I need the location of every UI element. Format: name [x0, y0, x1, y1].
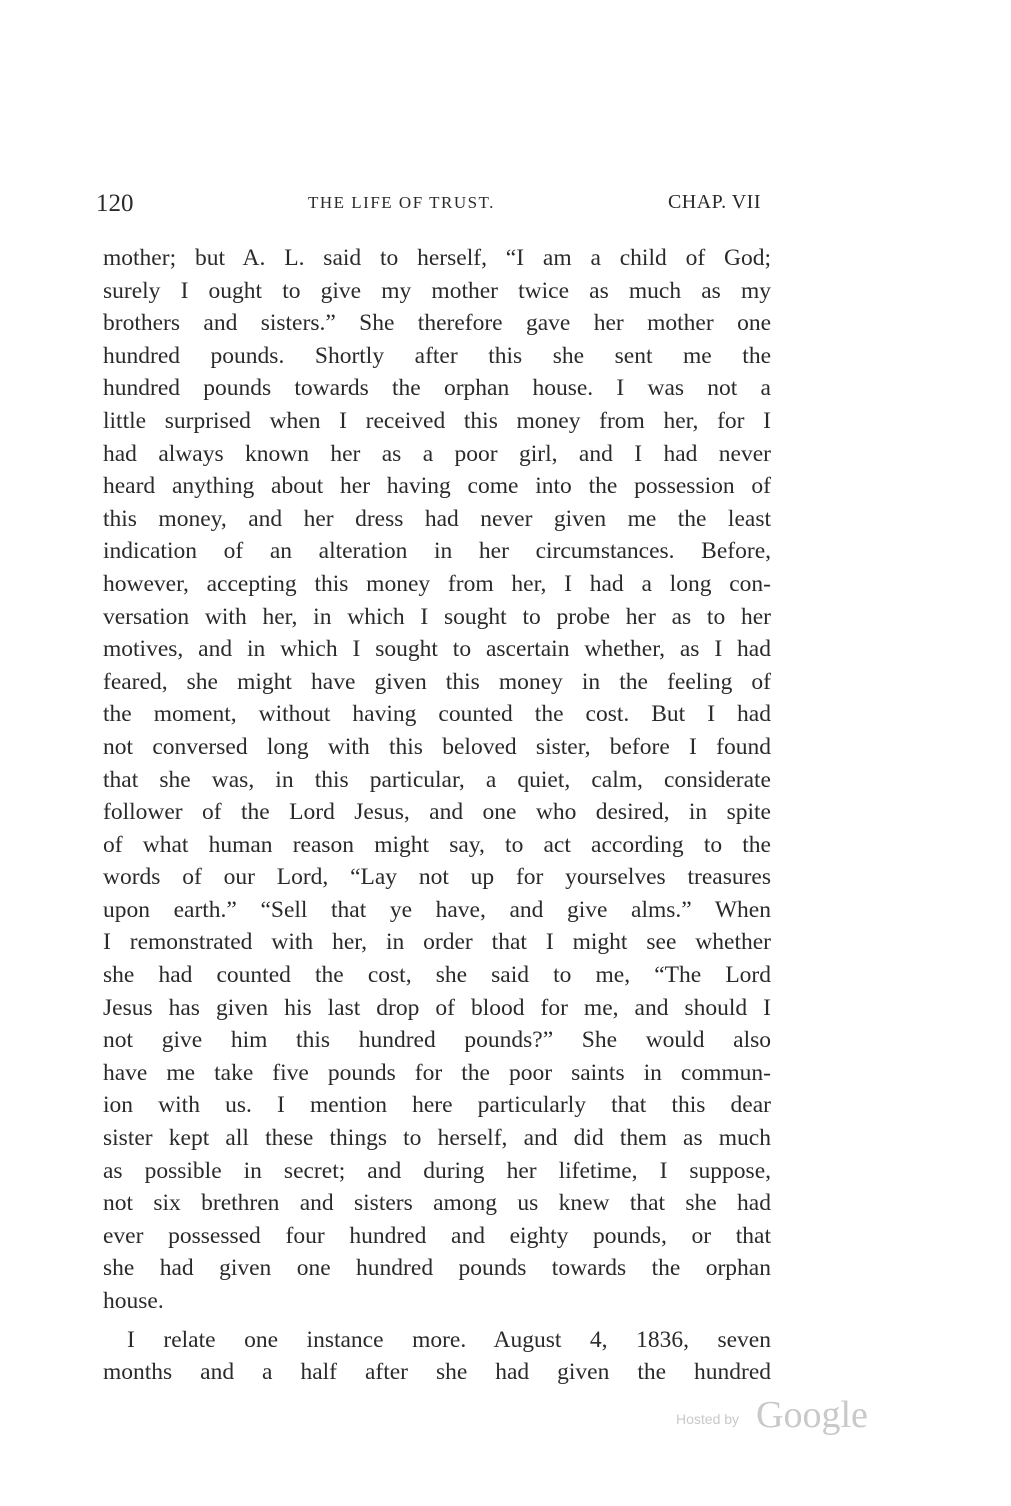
text-line: as possible in secret; and during her lifetime, I suppose,: [103, 1157, 771, 1184]
running-head: [96, 190, 761, 224]
page-number: 120: [96, 190, 134, 217]
chapter-label: CHAP. VII: [667, 191, 761, 213]
text-line: she had counted the cost, she said to me, “The Lord: [103, 962, 771, 989]
running-title: THE LIFE OF TRUST.: [308, 193, 495, 212]
text-line: indication of an alteration in her circumstances. Before,: [103, 538, 771, 565]
text-line: I remonstrated with her, in order that I might see whether: [103, 929, 771, 956]
text-line: I relate one instance more. August 4, 1836, seven: [127, 1326, 771, 1353]
text-line: the moment, without having counted the cost. But I had: [103, 701, 771, 728]
text-line: have me take five pounds for the poor saints in commun-: [103, 1059, 771, 1086]
text-line: that she was, in this particular, a quiet, calm, considerate: [103, 766, 771, 793]
text-line: of what human reason might say, to act according to the: [103, 831, 771, 858]
text-line: mother; but A. L. said to herself, “I am a child of God;: [103, 245, 771, 271]
text-line: not conversed long with this beloved sister, before I found: [103, 733, 771, 760]
text-line: Jesus has given his last drop of blood for me, and should I: [103, 994, 771, 1021]
text-line: motives, and in which I sought to ascertain whether, as I had: [103, 636, 771, 663]
text-line: ever possessed four hundred and eighty pounds, or that: [103, 1222, 771, 1249]
body-text: [103, 242, 771, 1389]
text-line: sister kept all these things to herself, and did them as much: [103, 1125, 771, 1152]
text-line: months and a half after she had given the hundred: [103, 1359, 771, 1386]
text-line: had always known her as a poor girl, and I had never: [103, 440, 771, 467]
text-line: she had given one hundred pounds towards the orphan: [103, 1255, 771, 1282]
text-line: little surprised when I received this money from her, for I: [103, 407, 771, 434]
text-line: hundred pounds. Shortly after this she sent me the: [103, 342, 771, 369]
watermark-small-text: Hosted by: [676, 1411, 740, 1427]
text-line: hundred pounds towards the orphan house. I was not a: [103, 375, 771, 402]
text-line: versation with her, in which I sought to probe her as to her: [103, 603, 771, 630]
text-line: feared, she might have given this money in the feeling of: [103, 668, 771, 695]
text-line: this money, and her dress had never given me the least: [103, 505, 771, 532]
text-line: however, accepting this money from her, I had a long con-: [103, 570, 771, 597]
google-logo: Google: [756, 1394, 868, 1436]
text-line: words of our Lord, “Lay not up for yourselves treasures: [103, 864, 771, 891]
text-line: house.: [103, 1288, 164, 1314]
hosted-by-google-watermark: [676, 1393, 886, 1437]
text-line: ion with us. I mention here particularly that this dear: [103, 1092, 771, 1119]
text-line: brothers and sisters.” She therefore gave her mother one: [103, 310, 771, 337]
text-line: surely I ought to give my mother twice as much as my: [103, 277, 771, 304]
text-line: not six brethren and sisters among us knew that she had: [103, 1190, 771, 1217]
text-line: follower of the Lord Jesus, and one who desired, in spite: [103, 799, 771, 826]
text-line: upon earth.” “Sell that ye have, and give alms.” When: [103, 896, 771, 923]
text-line: not give him this hundred pounds?” She would also: [103, 1027, 771, 1054]
text-line: heard anything about her having come into the possession of: [103, 473, 771, 500]
